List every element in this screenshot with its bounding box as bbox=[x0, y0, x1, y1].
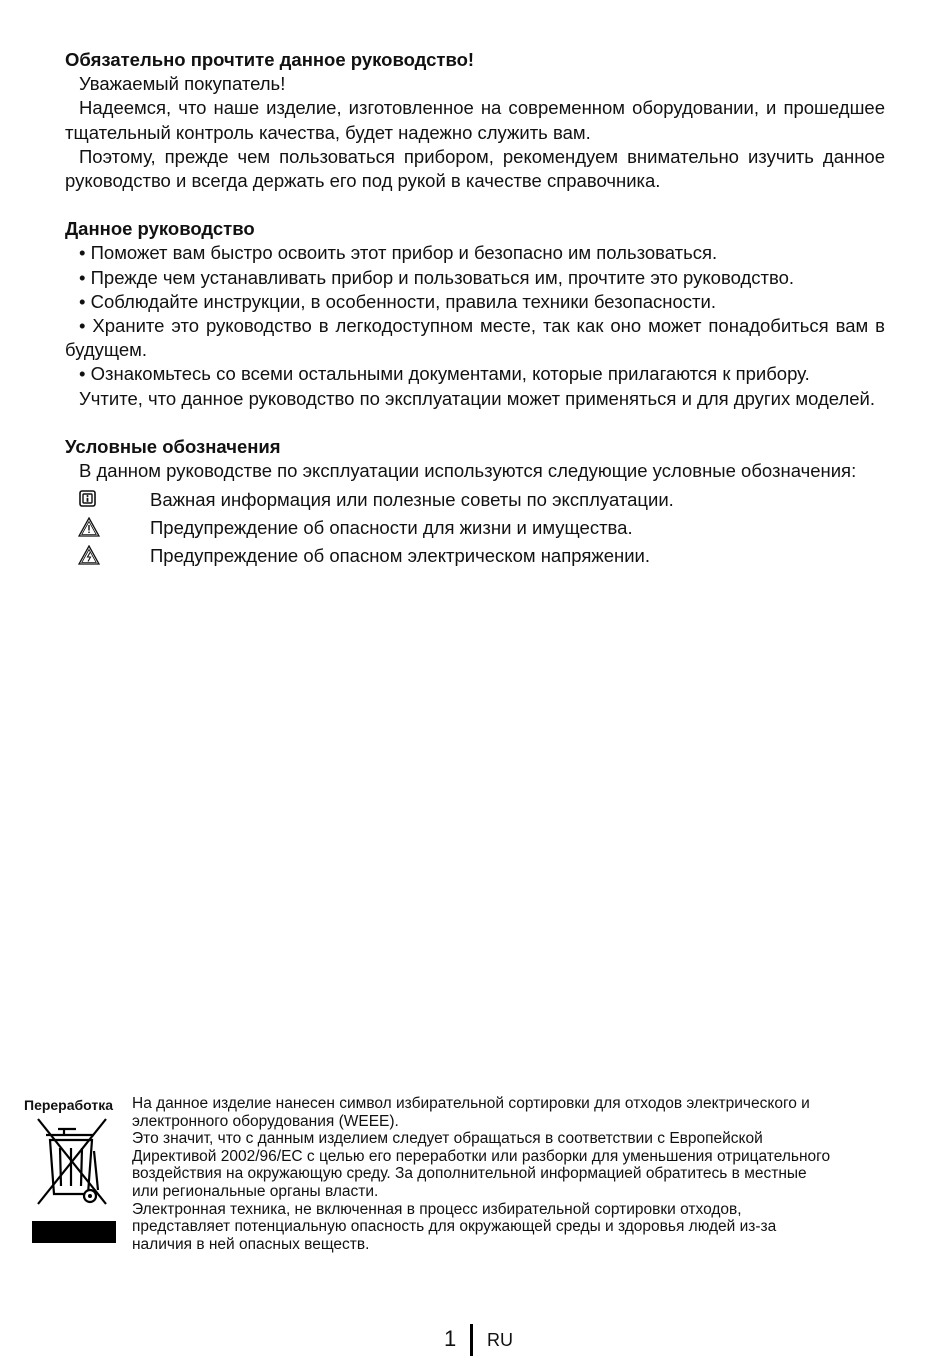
recycling-label: Переработка bbox=[24, 1097, 114, 1113]
bullet-item: • Соблюдайте инструкции, в особенности, правила техники безопасности. bbox=[79, 290, 716, 312]
intro-heading: Обязательно прочтите данное руководство! bbox=[65, 49, 475, 70]
recycling-line: или региональные органы власти. bbox=[132, 1182, 379, 1200]
info-icon bbox=[78, 489, 98, 509]
recycling-line: Директивой 2002/96/EC с целью его переработки или разборки для уменьшения отрицательного bbox=[132, 1147, 831, 1165]
recycling-line: Это значит, что с данным изделием следует обращаться в соответствии с Европейской bbox=[132, 1130, 763, 1148]
greeting-text: Уважаемый покупатель! bbox=[79, 73, 286, 95]
symbols-heading: Условные обозначения bbox=[65, 435, 281, 457]
page-footer bbox=[0, 1324, 950, 1356]
main-content bbox=[65, 48, 885, 571]
symbol-row bbox=[65, 543, 885, 571]
recycling-line: электронного оборудования (WEEE). bbox=[132, 1112, 399, 1130]
symbols-intro: В данном руководстве по эксплуатации используются следующие условные обозначения: bbox=[79, 460, 857, 482]
recycling-line: воздействия на окружающую среду. За дополнительной информацией обратитесь в местные bbox=[132, 1165, 807, 1183]
intro-paragraph: Поэтому, прежде чем пользоваться прибором, рекомендуем внимательно изучить данное руководство и всегда держать его под рукой в качестве справочника. bbox=[65, 145, 885, 192]
symbol-row bbox=[65, 487, 885, 515]
bullet-item: • Прежде чем устанавливать прибор и пользоваться им, прочтите это руководство. bbox=[79, 266, 795, 288]
electric-warning-icon bbox=[78, 545, 98, 565]
page-number: 1 bbox=[444, 1326, 457, 1351]
crossed-bin-icon bbox=[32, 1116, 116, 1248]
manual-note: Учтите, что данное руководство по эксплуатации может применяться и для других моделей. bbox=[79, 387, 876, 409]
intro-paragraph: Надеемся, что наше изделие, изготовленное на современном оборудовании, и прошедшее тщательный контроль качества, будет надежно служить вам. bbox=[65, 97, 885, 143]
recycling-line: наличия в ней опасных веществ. bbox=[132, 1235, 370, 1253]
recycling-line: Электронная техника, не включенная в процесс избирательной сортировки отходов, bbox=[132, 1200, 742, 1218]
warning-icon bbox=[78, 517, 98, 537]
bullet-item: • Поможет вам быстро освоить этот прибор и безопасно им пользоваться. bbox=[79, 242, 718, 264]
symbol-description: Предупреждение об опасности для жизни и имущества. bbox=[150, 517, 633, 539]
symbol-description: Важная информация или полезные советы по эксплуатации. bbox=[150, 489, 674, 511]
symbol-row bbox=[65, 515, 885, 543]
footer-divider bbox=[470, 1324, 473, 1356]
bullet-item: • Ознакомьтесь со всеми остальными документами, которые прилагаются к прибору. bbox=[79, 363, 810, 385]
symbol-description: Предупреждение об опасном электрическом напряжении. bbox=[150, 545, 651, 567]
bullet-item: • Храните это руководство в легкодоступном месте, так как оно может понадобиться вам в будущем. bbox=[65, 315, 885, 361]
recycling-line: представляет потенциальную опасность для окружающей среды и здоровья людей из-за bbox=[132, 1218, 777, 1236]
manual-heading: Данное руководство bbox=[65, 218, 255, 240]
recycling-text bbox=[132, 1095, 932, 1253]
recycling-line: На данное изделие нанесен символ избирательной сортировки для отходов электрического и bbox=[132, 1095, 810, 1112]
language-code: RU bbox=[487, 1330, 513, 1350]
